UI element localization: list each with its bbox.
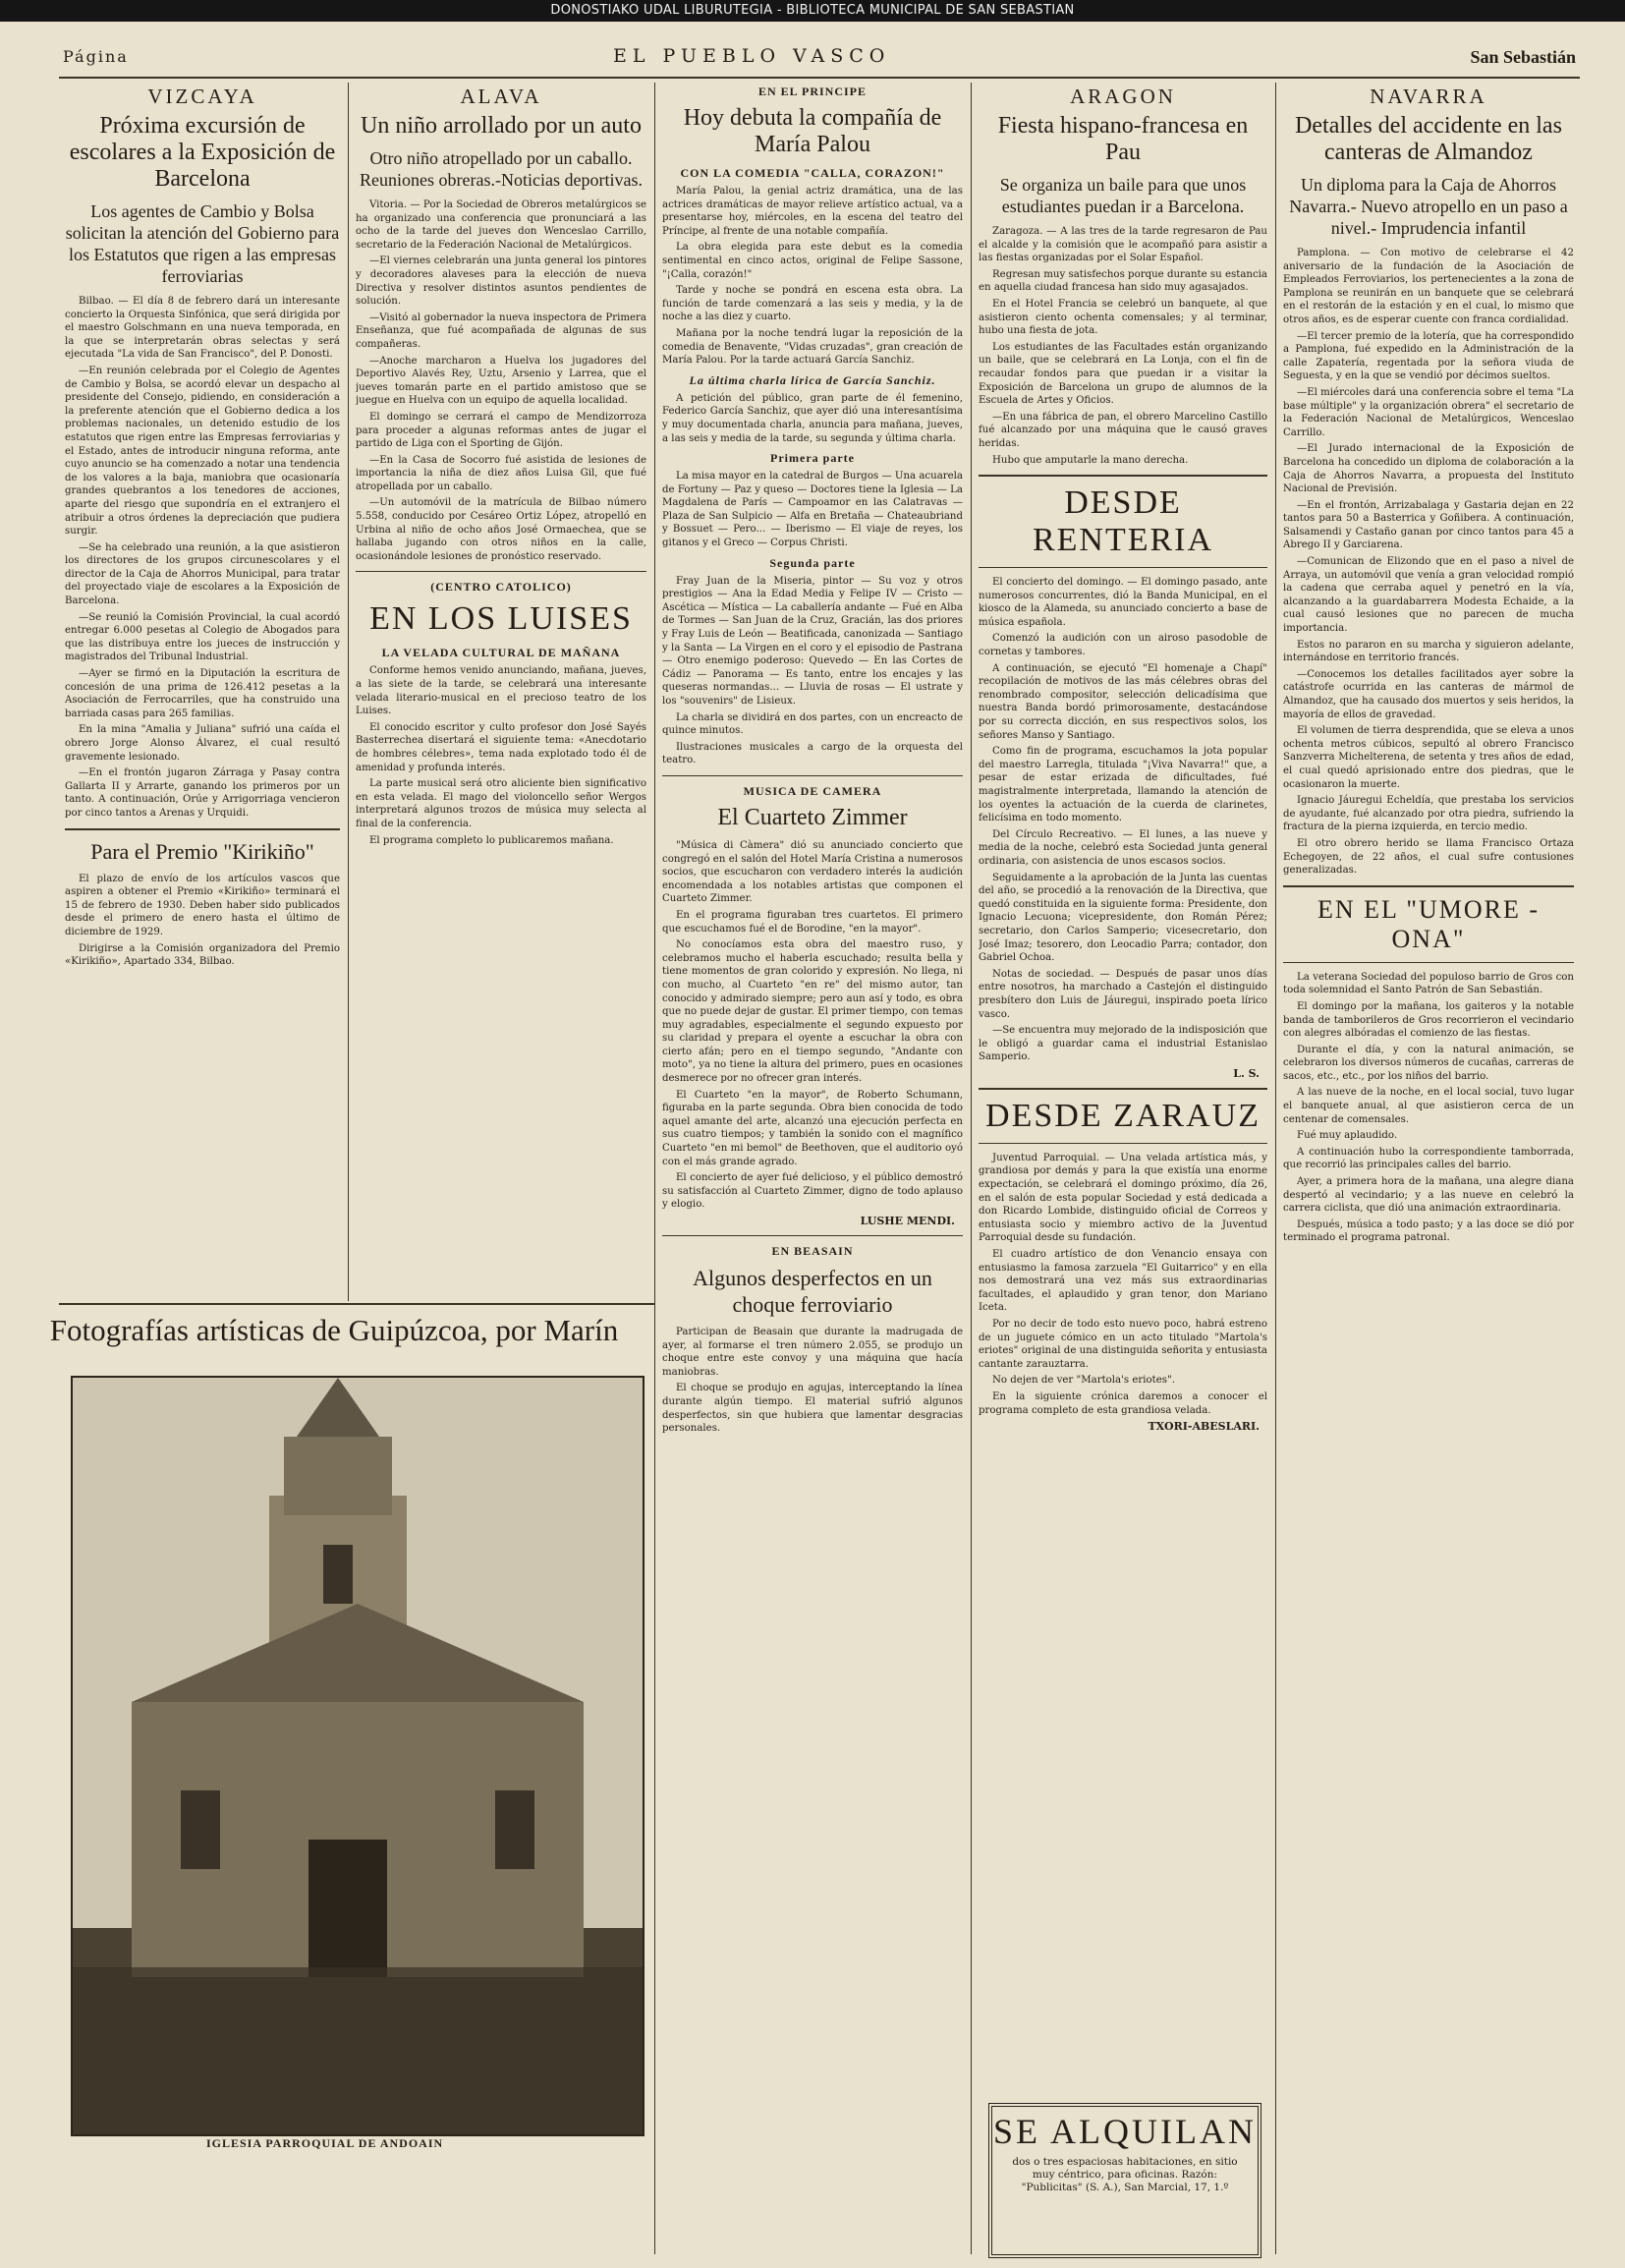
paragraph: Los estudiantes de las Facultades están organizando un baile, que se celebrará en La Lonja, con el fin de recaudar fondos para que puedan ir a visitar la Exposición de Barcelona un grupo de alumnos de la Escuela de Artes y Oficios. xyxy=(979,341,1267,407)
headline: Fiesta hispano-francesa en Pau xyxy=(997,113,1249,165)
paragraph: No dejen de ver "Martola's eriotes". xyxy=(992,1375,1175,1387)
page-label: Página xyxy=(63,47,129,66)
paragraph: Comenzó la audición con un airoso pasodoble de cornetas y tambores. xyxy=(979,633,1267,658)
headline: Hoy debuta la compañía de María Palou xyxy=(683,105,942,157)
divider xyxy=(1283,962,1574,963)
divider xyxy=(979,1143,1267,1144)
paragraph: —Se ha celebrado una reunión, a la que asistieron los directores de los grupos circunescolares y el director de la Caja de Ahorros Municipal, para tratar del proyectado viaje de escolares a la Exposición de Barcelona. xyxy=(65,541,340,607)
paragraph: A continuación, se ejecutó "El homenaje a Chapí" recopilación de motivos de las más célebres obras del renombrado compositor, selección delicadísima que nuestra Banda bordó primorosamente, destacándose por su correcta dicción, en sus respectivos solos, los señores Manso y Santiago. xyxy=(979,662,1267,741)
paragraph: A petición del público, gran parte de él femenino, Federico García Sanchiz, que ayer dió una interesantísima y muy documentada charla, anuncia para mañana, jueves, a las seis y media de la tarde, su segunda y última charla. xyxy=(662,392,963,444)
paragraph: Notas de sociedad. — Después de pasar unos días entre nosotros, ha marchado a Castejón el distinguido presbítero don Luis de Jáuregui, inspirado poeta lírico vasco. xyxy=(979,968,1267,1020)
article-vizcaya xyxy=(65,85,340,1301)
paragraph: El programa completo lo publicaremos mañana. xyxy=(369,834,614,846)
section-title: VIZCAYA xyxy=(147,85,257,108)
masthead xyxy=(63,43,1576,73)
subhead: Un diploma para la Caja de Ahorros Navarra.- Nuevo atropello en un paso a nivel.- Imprudencia infantil xyxy=(1289,175,1568,238)
paragraph: El cuadro artístico de don Venancio ensaya con entusiasmo la famosa zarzuela "El Guitarrico" y en ella nos demostrará una vez más sus extraordinarias facultades, el aplaudido y gran tenor, don Mariano Iceta. xyxy=(979,1249,1267,1314)
paragraph: —En reunión celebrada por el Colegio de Agentes de Cambio y Bolsa, se acordó elevar un despacho al presidente del Consejo, pidiendo, en consideración a la preferente atención que el Gobierno dedica a los problemas nacionales, un detenido estudio de los estatutos que rigen entre las Empresas ferroviarias y el Estado, antes de introducir ninguna reforma, ante cuyo anuncio se ha comenzado a notar una tendencia de los valores a la baja, maniobra que ocasionaría grandes quebrantos a los tenedores de acciones, aparte del riesgo que supondría en el extranjero el atribuir a otros órdenes la depreciación que pudiera surgir. xyxy=(65,365,340,538)
paragraph: Participan de Beasain que durante la madrugada de ayer, al formarse el tren número 2.055, se produjo un choque entre este convoy y una máquina que hacía maniobras. xyxy=(662,1327,963,1378)
paragraph: Tarde y noche se pondrá en escena esta obra. La función de tarde comenzará a las seis y media, y la de noche a las diez y cuarto. xyxy=(662,285,963,323)
divider xyxy=(65,828,340,830)
column-divider xyxy=(654,83,655,2254)
column-divider xyxy=(348,83,349,1301)
paragraph: Seguidamente a la aprobación de la Junta las cuentas del año, se procedió a la renovación de la Directiva, que quedó constituida en la siguiente forma: Presidente, don Ignacio Lecuona; vicepresidente, don Román Pérez; secretario, don Carlos Samperio; vicesecretario, don José Imaz; tesorero, don Leocadio Parra; contador, don Gabriel Ochoa. xyxy=(979,872,1267,964)
article-navarra xyxy=(1283,85,1574,2251)
subhead: LA VELADA CULTURAL DE MAÑANA xyxy=(381,646,621,660)
paragraph: —El Jurado internacional de la Exposición de Barcelona ha concedido un diploma de colaboración a la Caja de Ahorros Navarra, a propuesta del Instituto Nacional de Previsión. xyxy=(1283,443,1574,495)
paragraph: Fray Juan de la Miseria, pintor — Su voz y otros prestigios — Ana la Edad Media y Felipe IV — Cristo — Ascética — Mística — La caballería andante — Fué en Alba de Tormes — San Juan de la Cruz, Gracián, las dos priores y Fray Luis de León — Beatificada, canonizada — Santiago y la Santa — La Virgen en el coro y el episodio de Pastrana — Otro enemigo poderoso: Quevedo — En las Cortes de Cádiz — Panorama — Es tanto, entre los encajes y las queseras normandas... — Lluvia de rosas — El ustrate y los "souvenirs" de Lisieux. xyxy=(662,575,963,707)
divider xyxy=(662,775,963,776)
paragraph: En la siguiente crónica daremos a conocer el programa completo de esta grandiosa velada. xyxy=(979,1390,1267,1416)
library-banner: DONOSTIAKO UDAL LIBURUTEGIA - BIBLIOTECA MUNICIPAL DE SAN SEBASTIAN xyxy=(0,0,1625,22)
paragraph: El otro obrero herido se llama Francisco Ortaza Echegoyen, de 22 años, el cual sufre contusiones generalizadas. xyxy=(1283,837,1574,877)
signature: TXORI-ABESLARI. xyxy=(1148,1420,1260,1434)
paragraph: Bilbao. — El día 8 de febrero dará un interesante concierto la Orquesta Sinfónica, que será dirigida por el maestro Golschmann en una nueva temporada, en la que se interpretarán obras selectas y será ejecutada "La vida de San Francisco", del P. Donosti. xyxy=(65,296,340,361)
paragraph: Vitoria. — Por la Sociedad de Obreros metalúrgicos se ha organizado una conferencia que pronunciará a las ocho de la tarde del jueves don Wenceslao Carrillo, secretario de la Federación Nacional de Metalúrgicos. xyxy=(356,199,646,251)
section-title: NAVARRA xyxy=(1370,85,1487,108)
paragraph: —Se encuentra muy mejorado de la indisposición que le obligó a guardar cama el industrial Estanislao Samperio. xyxy=(979,1025,1267,1063)
ad-text: dos o tres espaciosas habitaciones, en sitio muy céntrico, para oficinas. Razón: "Publicitas" (S. A.), San Marcial, 17, 1.º xyxy=(1012,2156,1238,2193)
paragraph: —El tercer premio de la lotería, que ha correspondido a Pamplona, fué expedido en la Administración de la calle Zapatería, regentada por la señora viuda de Seguesta, y en la que se vendió por décimos sueltos. xyxy=(1283,330,1574,382)
paragraph: —Anoche marcharon a Huelva los jugadores del Deportivo Alavés Rey, Uztu, Arsenio y Larrea, que el jueves tomarán parte en el partido amistoso que se juegue en Huelva con un equipo de aquella localidad. xyxy=(356,355,646,407)
paragraph: Ilustraciones musicales a cargo de la orquesta del teatro. xyxy=(662,741,963,766)
headline: El Cuarteto Zimmer xyxy=(717,804,908,830)
headline-zarauz: DESDE ZARAUZ xyxy=(985,1097,1261,1134)
paragraph: El plazo de envío de los artículos vascos que aspiren a obtener el Premio «Kirikiño» terminará el 15 de febrero de 1930. Deben haber sido publicados desde el primero de enero hasta el último de diciembre de 1929. xyxy=(65,873,340,937)
divider xyxy=(979,567,1267,568)
headline-renteria: DESDE RENTERIA xyxy=(1032,484,1214,559)
headline-luises: EN LOS LUISES xyxy=(369,600,633,638)
paragraph: La obra elegida para este debut es la comedia sentimental en cinco actos, original de Felipe Sassone, "¡Calla, corazón!" xyxy=(662,242,963,280)
paragraph: La charla se dividirá en dos partes, con un encreacto de quince minutos. xyxy=(662,711,963,737)
paragraph: Ayer, a primera hora de la mañana, una alegre diana despertó al vecindario; y a las nueve en celebró la carrera ciclista, que dió una animación extraordinaria. xyxy=(1283,1176,1574,1215)
headline: Algunos desperfectos en un choque ferroviario xyxy=(693,1266,932,1317)
paragraph: Hubo que amputarle la mano derecha. xyxy=(992,454,1189,466)
divider xyxy=(979,475,1267,477)
paragraph: —En una fábrica de pan, el obrero Marcelino Castillo fué alcanzado por una máquina que le causó graves heridas. xyxy=(979,411,1267,449)
city-label: San Sebastián xyxy=(1470,47,1576,67)
paragraph: —En el frontón, Arrizabalaga y Gastaria dejan en 22 tantos para 50 a Basterrica y Goñibera. A continuación, Salsamendi y Castaño ganan por cinco tantos para 45 a Abrego II y Garciarena. xyxy=(1283,499,1574,551)
subhead: Otro niño atropellado por un caballo. Reuniones obreras.-Noticias deportivas. xyxy=(360,148,643,190)
paragraph: La parte musical será otro aliciente bien significativo en esta velada. El mago del violoncello señor Wergos interpretará algunos trozos de música muy selecta al final de la conferencia. xyxy=(356,778,646,829)
divider xyxy=(662,1235,963,1236)
paragraph: Juventud Parroquial. — Una velada artística más, y grandiosa por demás y para la que existía una enorme expectación, se celebrará el domingo próximo, día 26, en el salón de esta popular Sociedad y está dedicada a don Ricardo Lombide, distinguido oficial de Correos y entusiasta socio y miembro activo de la Juventud Parroquial desde su fundación. xyxy=(979,1152,1267,1244)
paragraph: —El viernes celebrarán una junta general los pintores y decoradores alaveses para la elección de nueva Directiva y resolver distintos asuntos pendientes de solución. xyxy=(356,255,646,308)
paragraph: Conforme hemos venido anunciando, mañana, jueves, a las siete de la tarde, se celebrará una interesante velada literario-musical en el precioso teatro de los Luises. xyxy=(356,665,646,717)
paragraph: La misa mayor en la catedral de Burgos — Una acuarela de Fortuny — Paz y queso — Doctores tiene la Iglesia — La Magdalena de París — Campoamor en las Calatravas — Plaza de San Sulpicio — Alfa en Bretaña — Chateaubriand y Bossuet — Pero... — Iberismo — El viaje de reyes, los gitanos y el Greco — Corpus Christi. xyxy=(662,471,963,549)
paragraph: —Comunican de Elizondo que en el paso a nivel de Arraya, un automóvil que venía a gran velocidad rompió la cadena que cerraba aquel y penetró en la vía, alcanzando a la guardabarrera Modesta Echaide, a la cual causó lesiones que no parecen de mucha importancia. xyxy=(1283,556,1574,635)
subhead: Los agentes de Cambio y Bolsa solicitan la atención del Gobierno para los Estatutos que rigen a las empresas ferroviarias xyxy=(65,201,340,286)
ad-headline: SE ALQUILAN xyxy=(993,2112,1257,2151)
divider xyxy=(356,571,646,572)
paragraph: El concierto de ayer fué delicioso, y el público demostró su satisfacción al Cuarteto Zimmer, digno de todo aplauso y elogio. xyxy=(662,1172,963,1211)
paragraph: Por no decir de todo esto nuevo poco, habrá estreno de un juguete cómico en un acto titulado "Martola's eriotes" original de una distinguida señorita y entusiasta cantante zarauztarra. xyxy=(979,1319,1267,1370)
paragraph: A las nueve de la noche, en el local social, tuvo lugar el banquete anual, al que asistieron cerca de un centenar de comensales. xyxy=(1283,1087,1574,1125)
paragraph: El choque se produjo en agujas, interceptando la línea durante algún tiempo. El material sufrió algunos desperfectos, sin que hubiera que lamentar desgracias personales. xyxy=(662,1383,963,1435)
paragraph: Fué muy aplaudido. xyxy=(1297,1130,1398,1142)
program-part: Primera parte xyxy=(770,451,855,466)
photo-title: Fotografías artísticas de Guipúzcoa, por Marín xyxy=(49,1313,619,1347)
signature: LUSHE MENDI. xyxy=(860,1215,955,1227)
column-divider xyxy=(971,83,972,2254)
paragraph: El Cuarteto "en la mayor", de Roberto Schumann, figuraba en la parte segunda. Obra bien conocida de todo aquel amante del arte, alcanzó una ejecución perfecta en sus cuatro tiempos; y también la sonido con el magnífico Cuarteto "en mi bemol" de Beethoven, que el auditorio oyó con el más grande agrado. xyxy=(662,1089,963,1167)
program-part: Segunda parte xyxy=(769,555,856,570)
paragraph: —Visitó al gobernador la nueva inspectora de Primera Enseñanza, que fué acompañada de algunas de sus compañeras. xyxy=(356,312,646,350)
paragraph: Después, música a todo pasto; y a las doce se dió por terminado el programa patronal. xyxy=(1283,1219,1574,1244)
paragraph: El conocido escritor y culto profesor don José Sayés Basterrechea disertará el siguiente tema: «Anecdotario de hombres célebres», tema nada explotado todo él de amenidad y profunda interés. xyxy=(356,721,646,773)
newspaper-title: EL PUEBLO VASCO xyxy=(613,45,891,67)
paragraph: —Se reunió la Comisión Provincial, la cual acordó entregar 6.000 pesetas al Colegio de Abogados para que las distribuya entre los jueces de instrucción y magistrados del Tribunal Industrial. xyxy=(65,611,340,663)
article-aragon xyxy=(979,85,1267,2089)
paragraph: Como fin de programa, escuchamos la jota popular del maestro Larregla, titulada "¡Viva Navarra!" que, a pesar de estar erizada de dificultades, fué magistralmente interpretada, llamando la atención de los oyentes la actuación de la cuerda de clarinetes, felicísima en todo momento. xyxy=(979,746,1267,824)
kicker: EN BEASAIN xyxy=(771,1244,854,1258)
paragraph: Ignacio Jáuregui Echeldía, que prestaba los servicios de ayudante, fué alcanzado por otra piedra, sufriendo la fractura de la pierna izquierda, en tercio medio. xyxy=(1283,795,1574,833)
headline-umore-ona: EN EL "UMORE - ONA" xyxy=(1317,894,1541,953)
paragraph: El domingo se cerrará el campo de Mendizorroza para proceder a algunas reformas antes de jugar el partido de Liga con el Sporting de Gijón. xyxy=(356,411,646,450)
divider xyxy=(979,1088,1267,1090)
paragraph: Estos no pararon en su marcha y siguieron adelante, internándose en territorio francés. xyxy=(1283,639,1574,664)
paragraph: En el Hotel Francia se celebró un banquete, al que asistieron ciento ochenta comensales; y al terminar, hubo una fiesta de jota. xyxy=(979,298,1267,337)
paragraph: —En la Casa de Socorro fué asistida de lesiones de importancia la niña de diez años Luisa Gil, que fué atropellada por un caballo. xyxy=(356,454,646,492)
classified-ad xyxy=(988,2103,1261,2258)
subhead: CON LA COMEDIA "CALLA, CORAZON!" xyxy=(680,166,945,180)
photo-caption: IGLESIA PARROQUIAL DE ANDOAIN xyxy=(206,2136,444,2150)
paragraph: María Palou, la genial actriz dramática, una de las actrices dramáticas de mayor relieve artístico actual, va a presentarse hoy, miércoles, en la escena del teatro del Príncipe, al frente de una notable compañía. xyxy=(662,186,963,237)
paragraph: Durante el día, y con la natural animación, se celebraron los diversos números de cucañas, carreras de sacos, etc., etc., por los niños del barrio. xyxy=(1283,1044,1574,1082)
paragraph: Dirigirse a la Comisión organizadora del Premio «Kirikiño», Apartado 334, Bilbao. xyxy=(65,942,340,968)
paragraph: —En el frontón jugaron Zárraga y Pasay contra Gallarta II y Arrarte, ganando los primeros por un tanto. A continuación, Orúe y Arrigorriaga vencieron por cinco tantos a Arenas y Urquidi. xyxy=(65,767,340,819)
paragraph: —El miércoles dará una conferencia sobre el tema "La base múltiple" y la organización obrera" el secretario de la Federación Nacional de Metalúrgicos, Wenceslao Carrillo. xyxy=(1283,386,1574,438)
article-principe xyxy=(662,85,963,2251)
article-alava xyxy=(356,85,646,1301)
headline: Detalles del accidente en las canteras de Almandoz xyxy=(1295,113,1562,165)
subhead: La última charla lírica de García Sanchiz. xyxy=(689,372,936,387)
subhead: Se organiza un baile para que unos estudiantes puedan ir a Barcelona. xyxy=(999,175,1247,216)
section-title: ARAGON xyxy=(1070,85,1176,108)
headline: Próxima excursión de escolares a la Exposición de Barcelona xyxy=(69,113,336,192)
paragraph: El volumen de tierra desprendida, que se eleva a unos ochenta metros cúbicos, sepultó al obrero Francisco Sanzverra Michelterena, de setenta y tres años de edad, el cual quedó aprisionado entre dos piedras, que le ocasionaron la muerte. xyxy=(1283,725,1574,790)
headline: Un niño arrollado por un auto xyxy=(361,113,642,139)
headline-premio: Para el Premio "Kirikiño" xyxy=(90,838,314,864)
signature: L. S. xyxy=(1233,1066,1260,1080)
paragraph: El concierto del domingo. — El domingo pasado, ante numerosos concurrentes, dió la Banda Municipal, en el kiosco de la Alameda, su anunciado concierto a base de música española. xyxy=(979,577,1267,628)
paragraph: —Un automóvil de la matrícula de Bilbao número 5.558, conducido por Cesáreo Ortiz López, atropelló en Urbina al niño de ocho años José Ormaechea, que se hallaba jugando con otros niños en la calle, ocasionándole lesiones de pronóstico reservado. xyxy=(356,497,646,562)
divider xyxy=(1283,885,1574,887)
paragraph: Zaragoza. — A las tres de la tarde regresaron de Pau el alcalde y la comisión que le acompañó para asistir a las fiestas organizadas por el Solar Español. xyxy=(979,226,1267,264)
kicker: MUSICA DE CAMERA xyxy=(743,783,882,798)
photo-top-rule xyxy=(59,1303,654,1305)
paragraph: —Ayer se firmó en la Diputación la escritura de concesión de una prima de 126.412 pesetas a la Asociación de Ferrocarriles, que ha construido una barriada casas para 265 familias. xyxy=(65,668,340,719)
paragraph: Regresan muy satisfechos porque durante su estancia en aquella ciudad francesa han sido muy agasajados. xyxy=(979,268,1267,294)
column-divider xyxy=(1275,83,1276,2254)
paragraph: Mañana por la noche tendrá lugar la reposición de la comedia de Benavente, "Vidas cruzadas", gran creación de María Palou. Por la tarde actuará García Sanchiz. xyxy=(662,327,963,367)
section-title: ALAVA xyxy=(460,85,542,108)
masthead-rule xyxy=(59,77,1580,79)
paragraph: "Música di Càmera" dió su anunciado concierto que congregó en el salón del Hotel María Cristina a numerosos socios, que escucharon con verdadero interés la audición encomendada a los notables artistas que componen el Cuarteto Zimmer. xyxy=(662,839,963,905)
paragraph: Del Círculo Recreativo. — El lunes, a las nueve y media de la noche, celebró esta Sociedad junta general ordinaria, con asistencia de unos escasos socios. xyxy=(979,828,1267,867)
paragraph: Pamplona. — Con motivo de celebrarse el 42 aniversario de la fundación de la Asociación de Empleados Ferroviarios, los pertenecientes a la zona de Pamplona se reunirán en un banquete que se celebrará en el restorán de la estación y en el cual, lo mismo que otros años, es de esperar cuente con franca cordialidad. xyxy=(1283,248,1574,325)
kicker: EN EL PRINCIPE xyxy=(757,85,868,98)
church-photo xyxy=(71,1376,644,2136)
paragraph: La veterana Sociedad del populoso barrio de Gros con toda solemnidad el Santo Patrón de San Sebastián. xyxy=(1283,971,1574,996)
paragraph: El domingo por la mañana, los gaiteros y la notable banda de tamborileros de Gros recorrieron el vecindario con alegres albóradas el comienzo de las fiestas. xyxy=(1283,1000,1574,1040)
paragraph: En la mina "Amalia y Juliana" sufrió una caída el obrero Jorge Alonso Álvarez, el cual resultó gravemente lesionado. xyxy=(65,724,340,763)
church-illustration xyxy=(73,1378,643,2134)
kicker: (CENTRO CATOLICO) xyxy=(430,580,572,595)
paragraph: En el programa figuraban tres cuartetos. El primero que escuchamos fué el de Borodine, "en la mayor". xyxy=(662,909,963,935)
paragraph: No conocíamos esta obra del maestro ruso, y celebramos mucho el haberla escuchado; resulta bella y tiene momentos de gran colorido y expresión. No llega, ni con mucho, al Cuarteto "en re" del mismo autor, tan conocido y admirado siempre; pero aun así y todo, es obra que no puede dejar de gustar. El primer tiempo, con temas muy agradables, especialmente el segundo expuesto por su claridad y prepara el oyente a escuchar la obra con cierto afán; pero en el tiempo segundo, "Andante con moto", ya no tiene la altura del primero, pues en ocasiones desmerece por no ofrecer gran interés. xyxy=(662,939,963,1085)
paragraph: A continuación hubo la correspondiente tamborrada, que recorrió las principales calles del barrio. xyxy=(1283,1146,1574,1171)
paragraph: —Conocemos los detalles facilitados ayer sobre la catástrofe ocurrida en las canteras de mármol de Almandoz, que ha causado dos muertos y seis heridos, la mayoría de ellos de gravedad. xyxy=(1283,668,1574,720)
